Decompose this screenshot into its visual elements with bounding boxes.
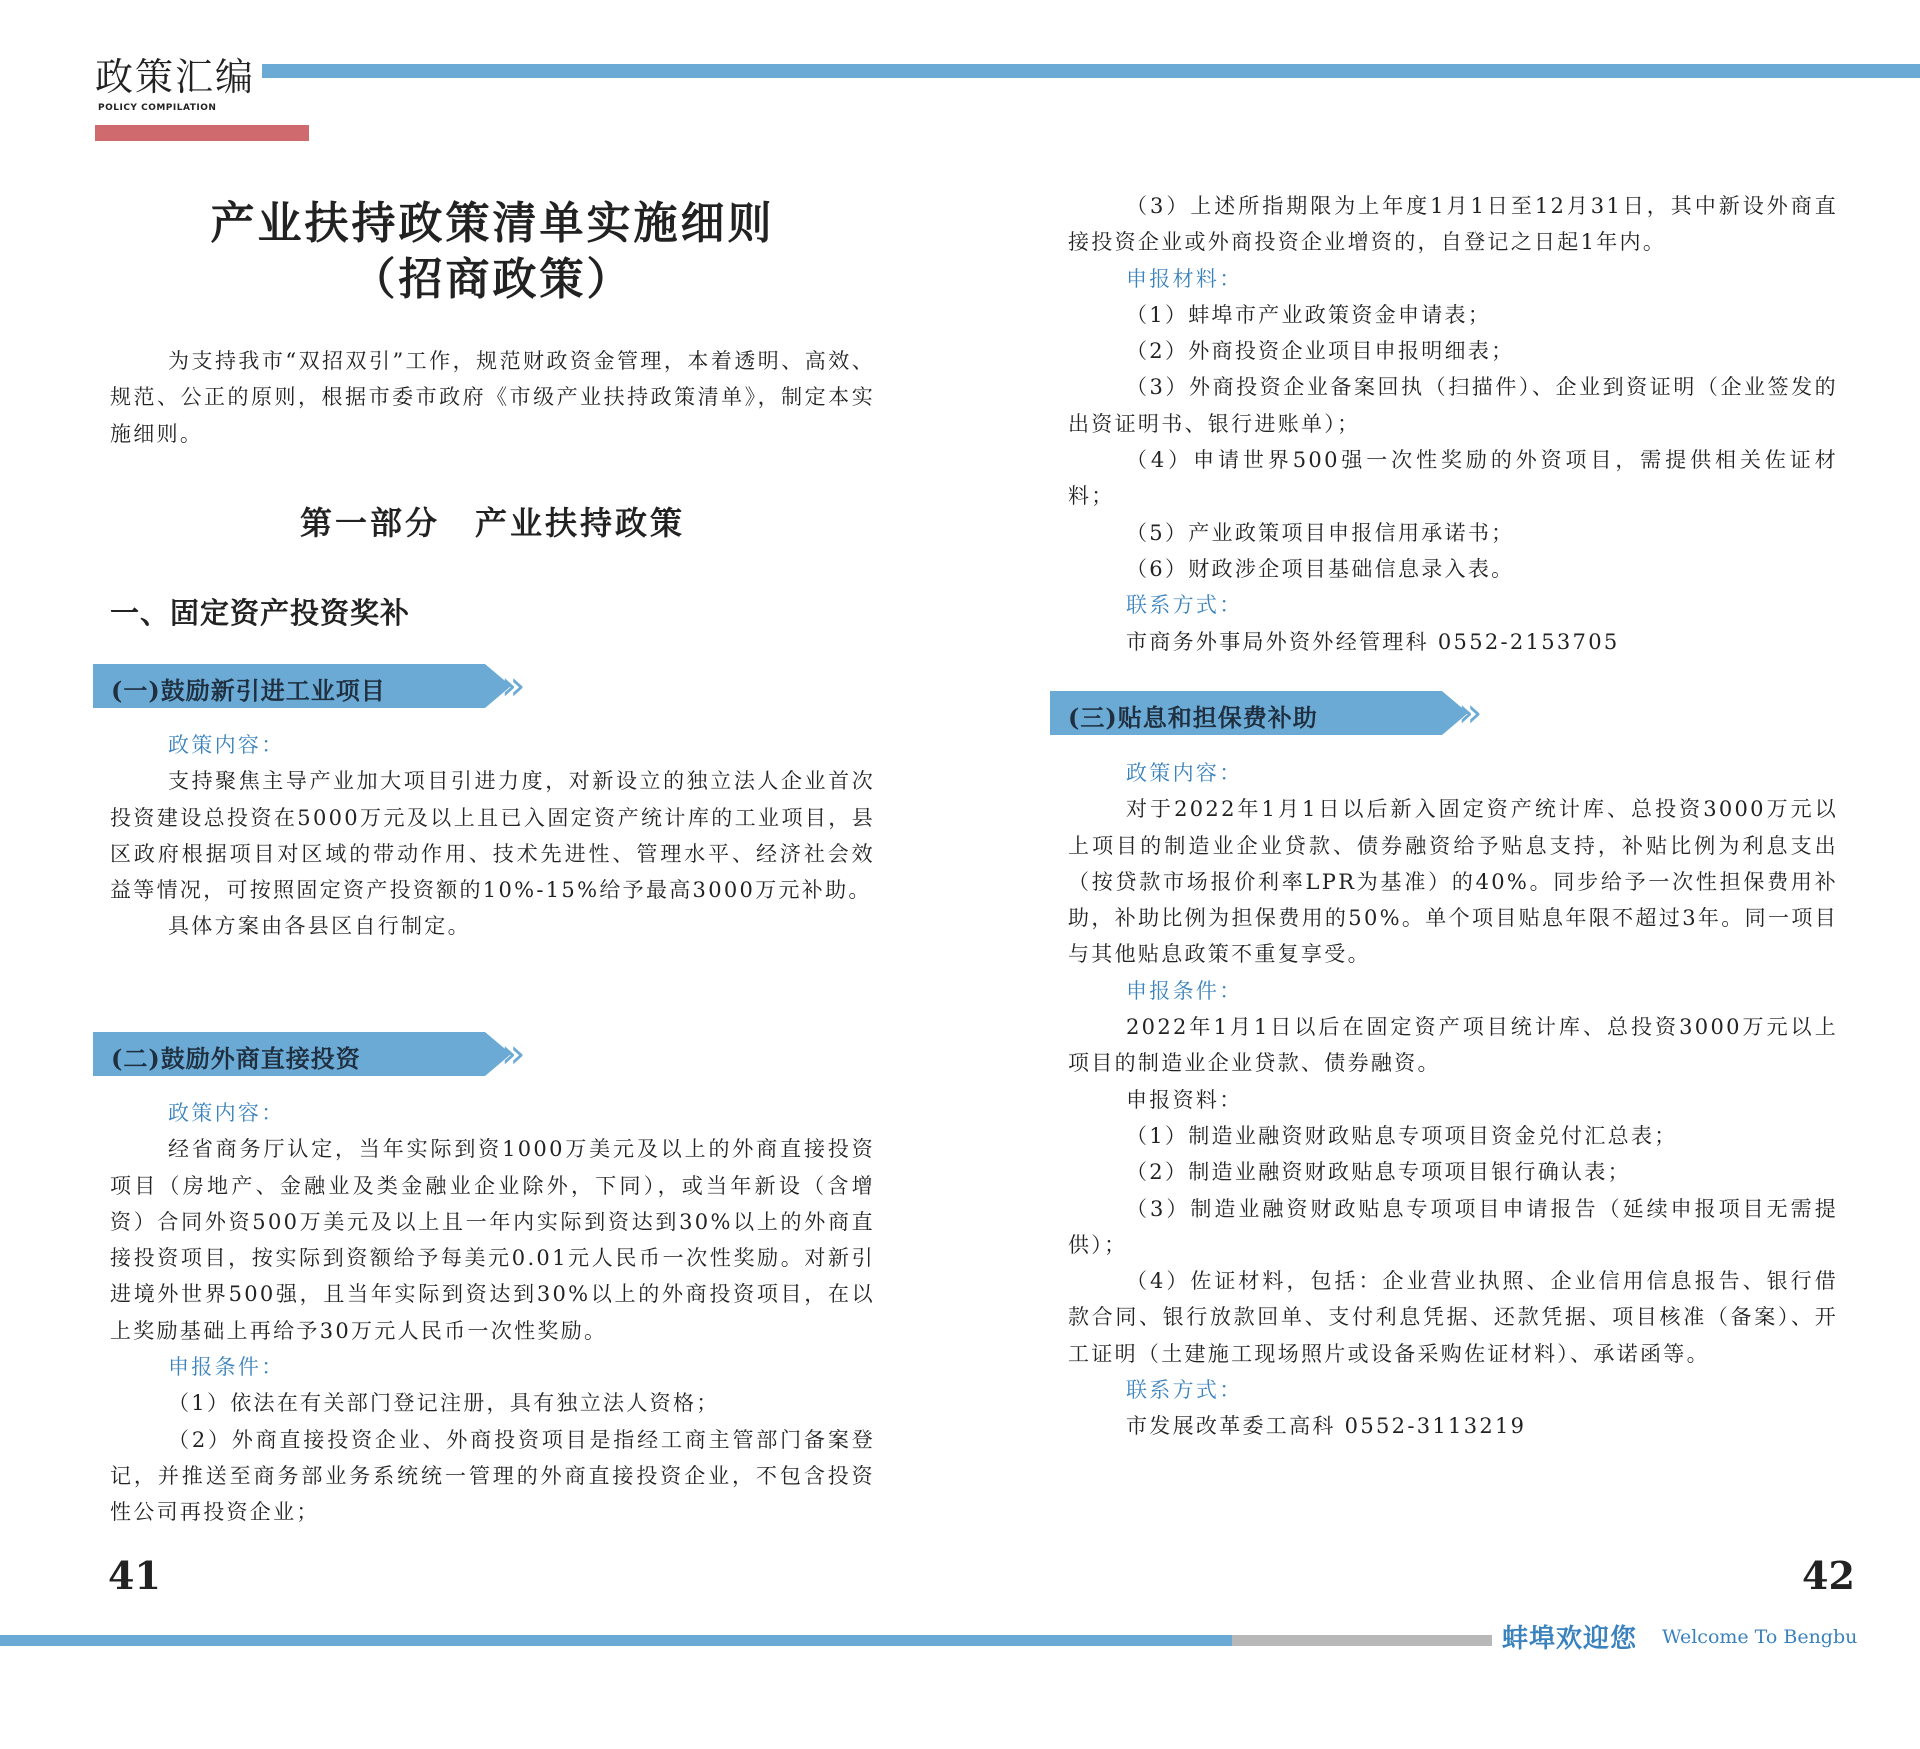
header-accent-bar bbox=[95, 125, 309, 141]
chevron-right-icon: » bbox=[501, 663, 526, 709]
policy-block-1 bbox=[110, 727, 875, 945]
material-item: （2）制造业融资财政贴息专项项目银行确认表； bbox=[1126, 1160, 1631, 1185]
condition-item: （1）依法在有关部门登记注册，具有独立法人资格； bbox=[168, 1391, 720, 1416]
policy-content-label: 政策内容： bbox=[168, 1101, 285, 1125]
contact-label: 联系方式： bbox=[1126, 593, 1243, 618]
materials-label: 申报资料： bbox=[1126, 1087, 1243, 1112]
policy-content-text: 支持聚焦主导产业加大项目引进力度，对新设立的独立法人企业首次投资建设总投资在5000万元及以上且已入固定资产统计库的工业项目，县区政府根据项目对区域的带动作用、技术先进性、管理水平、经济社会效益等情况，可按照固定资产投资额的10%-15%给予最高3000万元补助。 bbox=[110, 769, 875, 903]
policy-content-note: 具体方案由各县区自行制定。 bbox=[168, 914, 471, 939]
page-number-right: 42 bbox=[1802, 1553, 1855, 1598]
material-item: （6）财政涉企项目基础信息录入表。 bbox=[1126, 556, 1515, 581]
header-title: 政策汇编 bbox=[95, 55, 256, 99]
policy-content-text: 经省商务厅认定，当年实际到资1000万美元及以上的外商直接投资项目（房地产、金融业及类金融业企业除外，下同），或当年新设（含增资）合同外资500万美元及以上且一年内实际到资达到30%以上的外商直接投资项目，按实际到资额给予每美元0.01元人民币一次性奖励。对新引进境外世界500强，且当年实际到资达到30%以上的外商投资项目，在以上奖励基础上再给予30万元人民币一次性奖励。 bbox=[110, 1137, 875, 1343]
intro-paragraph bbox=[110, 343, 875, 452]
banner-label: (三)贴息和担保费补助 bbox=[1068, 703, 1318, 732]
main-title-line1: 产业扶持政策清单实施细则 bbox=[210, 198, 775, 249]
condition-item: （2）外商直接投资企业、外商投资项目是指经工商主管部门备案登记，并推送至商务部业务系统统一管理的外商直接投资企业，不包含投资性公司再投资企业； bbox=[110, 1427, 875, 1525]
part-title: 第一部分 产业扶持政策 bbox=[299, 504, 685, 542]
banner-label: (二)鼓励外商直接投资 bbox=[111, 1044, 361, 1073]
material-item: （1）制造业融资财政贴息专项项目资金兑付汇总表； bbox=[1126, 1123, 1678, 1148]
footer-rule-blue bbox=[0, 1635, 1232, 1646]
contact-text: 市发展改革委工高科 0552-3113219 bbox=[1126, 1414, 1527, 1439]
page-number-left: 41 bbox=[108, 1553, 161, 1598]
conditions-label: 申报条件： bbox=[1126, 978, 1243, 1003]
header-subtitle: POLICY COMPILATION bbox=[98, 103, 217, 113]
main-title-line2: （招商政策） bbox=[351, 254, 634, 305]
footer-slogan-en: Welcome To Bengbu bbox=[1662, 1626, 1858, 1648]
policy-block-2 bbox=[110, 1095, 875, 1531]
chevron-right-icon: » bbox=[501, 1031, 526, 1077]
intro-text: 为支持我市“双招双引”工作，规范财政资金管理，本着透明、高效、规范、公正的原则，根据市委市政府《市级产业扶持政策清单》，制定本实施细则。 bbox=[110, 349, 875, 446]
header-rule bbox=[262, 64, 1920, 78]
section-banner-2 bbox=[93, 1032, 533, 1076]
section-banner-1 bbox=[93, 664, 533, 708]
policy-block-3 bbox=[1068, 755, 1838, 1445]
material-item: （4）申请世界500强一次性奖励的外资项目，需提供相关佐证材料； bbox=[1068, 448, 1838, 509]
material-item: （3）外商投资企业备案回执（扫描件）、企业到资证明（企业签发的出资证明书、银行进账单）； bbox=[1068, 375, 1838, 436]
footer-rule-gray bbox=[1232, 1635, 1492, 1646]
materials-label: 申报材料： bbox=[1126, 266, 1243, 291]
contact-label: 联系方式： bbox=[1126, 1378, 1243, 1403]
policy-content-label: 政策内容： bbox=[1126, 761, 1243, 785]
banner-label: (一)鼓励新引进工业项目 bbox=[111, 676, 386, 705]
policy-content-text: 对于2022年1月1日以后新入固定资产统计库、总投资3000万元以上项目的制造业企业贷款、债券融资给予贴息支持，补贴比例为利息支出（按贷款市场报价利率LPR为基准）的40%。同步给予一次性担保费用补助，补助比例为担保费用的50%。单个项目贴息年限不超过3年。同一项目与其他贴息政策不重复享受。 bbox=[1068, 797, 1838, 967]
material-item: （1）蚌埠市产业政策资金申请表； bbox=[1126, 302, 1492, 327]
material-item: （5）产业政策项目申报信用承诺书； bbox=[1126, 520, 1515, 545]
section-title: 一、固定资产投资奖补 bbox=[110, 596, 411, 630]
material-item: （2）外商投资企业项目申报明细表； bbox=[1126, 339, 1515, 364]
policy-content-label: 政策内容： bbox=[168, 733, 285, 757]
chevron-right-icon: » bbox=[1458, 690, 1483, 736]
conditions-label: 申报条件： bbox=[168, 1355, 285, 1380]
contact-text: 市商务外事局外资外经管理科 0552-2153705 bbox=[1126, 629, 1620, 654]
material-item: （4）佐证材料，包括：企业营业执照、企业信用信息报告、银行借款合同、银行放款回单、支付利息凭据、还款凭据、项目核准（备案）、开工证明（土建施工现场照片或设备采购佐证材料）、承诺函等。 bbox=[1068, 1269, 1838, 1366]
footer-slogan: 蚌埠欢迎您 bbox=[1502, 1624, 1638, 1654]
main-title bbox=[110, 196, 875, 308]
section-banner-3 bbox=[1050, 691, 1490, 735]
condition-item: （3）上述所指期限为上年度1月1日至12月31日，其中新设外商直接投资企业或外商投资企业增资的，自登记之日起1年内。 bbox=[1068, 194, 1838, 255]
material-item: （3）制造业融资财政贴息专项项目申请报告（延续申报项目无需提供）； bbox=[1068, 1196, 1838, 1257]
policy-block-2-continued bbox=[1068, 188, 1838, 660]
conditions-text: 2022年1月1日以后在固定资产项目统计库、总投资3000万元以上项目的制造业企业贷款、债券融资。 bbox=[1068, 1015, 1838, 1076]
